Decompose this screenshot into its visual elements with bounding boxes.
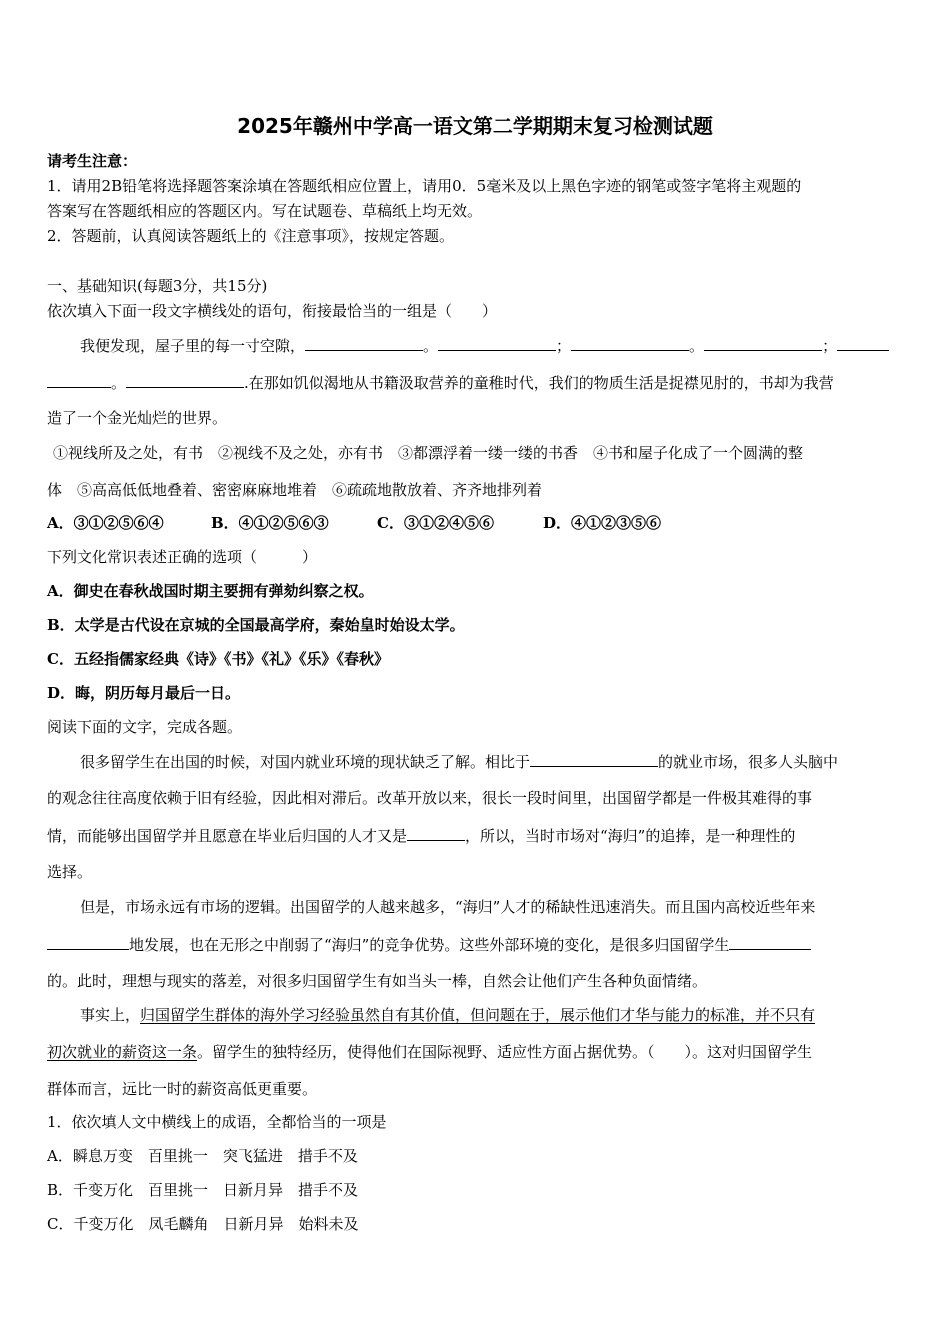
fill-blank [407, 824, 465, 841]
passage-text: 很多留学生在出国的时候，对国内就业环境的现状缺乏了解。相比于 [80, 753, 531, 771]
choice-b[interactable]: B．太学是古代设在京城的全国最高学府，秦始皇时始设太学。 [47, 616, 465, 634]
choice-a[interactable]: A．③①②⑤⑥④ [47, 514, 164, 532]
passage-text: 的就业市场，很多人头脑中 [658, 753, 839, 771]
punctuation: 。 [689, 337, 705, 355]
choice-c[interactable]: C．五经指儒家经典《诗》《书》《礼》《乐》《春秋》 [47, 650, 389, 668]
underlined-sentence: 归国留学生群体的海外学习经验虽然自有其价值，但问题在于，展示他们才华与能力的标准，并不只有 [140, 1006, 816, 1024]
question-paragraph-line-2 [47, 371, 907, 394]
notice-item-1-line-2: 答案写在答题纸相应的答题区内。写在试题卷、草稿纸上均无效。 [47, 202, 483, 220]
passage-line [47, 750, 907, 773]
choice-c[interactable]: C．③①②④⑤⑥ [377, 514, 494, 532]
fill-blank [47, 371, 111, 388]
underlined-sentence: 初次就业的薪资这一条 [47, 1043, 198, 1061]
page-title: 2025年赣州中学高一语文第二学期期末复习检测试题 [237, 114, 713, 138]
fill-blank [126, 371, 244, 388]
fill-blank [305, 334, 423, 351]
fill-blank [438, 334, 556, 351]
paragraph-text: 我便发现，屋子里的每一寸空隙， [80, 337, 306, 355]
passage-line [47, 824, 907, 847]
notice-item-1-line-1: 1．请用2B铅笔将选择题答案涂填在答题纸相应位置上，请用0．5毫米及以上黑色字迹的钢笔或签字笔将主观题的 [47, 177, 802, 195]
passage-text: 。留学生的独特经历，使得他们在国际视野、适应性方面占据优势。（ ）。这对归国留学生 [197, 1043, 813, 1061]
punctuation: ； [556, 337, 572, 355]
section-heading: 一、基础知识(每题3分，共15分) [47, 277, 268, 295]
fill-blank [530, 750, 658, 767]
passage-line: 的观念往往高度依赖于旧有经验，因此相对滞后。改革开放以来，很长一段时间里，出国留学都是一件极其难得的事 [47, 789, 813, 807]
passage-text: 情，而能够出国留学并且愿意在毕业后归国的人才又是 [47, 827, 408, 845]
question-paragraph-line-1 [47, 334, 907, 357]
answer-choices [47, 512, 907, 534]
passage-line: 但是，市场永远有市场的逻辑。出国留学的人越来越多，“海归”人才的稀缺性迅速消失。而且国内高校近些年来 [80, 898, 816, 916]
question-stem: 下列文化常识表述正确的选项（ ） [47, 548, 318, 566]
passage-line [47, 933, 907, 956]
passage-line: 选择。 [47, 863, 93, 881]
choice-d[interactable]: D．④①②③⑤⑥ [543, 514, 662, 532]
choice-b[interactable]: B．千变万化 百里挑一 日新月异 措手不及 [47, 1181, 359, 1199]
question-paragraph-line-3: 造了一个金光灿烂的世界。 [47, 409, 228, 427]
fill-blank [571, 334, 689, 351]
choice-a[interactable]: A．瞬息万变 百里挑一 突飞猛进 措手不及 [47, 1147, 358, 1165]
fill-blank [704, 334, 822, 351]
passage-text: 地发展，也在无形之中削弱了“海归”的竞争优势。这些外部环境的变化，是很多归国留学生 [129, 936, 730, 954]
choice-c[interactable]: C．千变万化 凤毛麟角 日新月异 始料未及 [47, 1215, 359, 1233]
sentence-options-line-1: ①视线所及之处，有书 ②视线不及之处，亦有书 ③都漂浮着一缕一缕的书香 ④书和屋子化成了一个圆满的整 [53, 444, 804, 462]
fill-blank [729, 933, 811, 950]
choice-d[interactable]: D．晦，阴历每月最后一日。 [47, 684, 241, 702]
punctuation: 。 [423, 337, 439, 355]
passage-line: 群体而言，远比一时的薪资高低更重要。 [47, 1080, 318, 1098]
choice-b[interactable]: B．④①②⑤⑥③ [211, 514, 329, 532]
fill-blank [47, 933, 129, 950]
passage-line: 的。此时，理想与现实的落差，对很多归国留学生有如当头一棒，自然会让他们产生各种负面情绪。 [47, 972, 708, 990]
reading-intro: 阅读下面的文字，完成各题。 [47, 718, 243, 736]
sentence-options-line-2: 体 ⑤高高低低地叠着、密密麻麻地堆着 ⑥疏疏地散放着、齐齐地排列着 [47, 481, 543, 499]
passage-text: ，所以，当时市场对“海归”的追捧，是一种理性的 [465, 827, 796, 845]
notice-heading: 请考生注意： [47, 152, 138, 170]
question-stem: 依次填入下面一段文字横线处的语句，衔接最恰当的一组是（ ） [47, 302, 498, 320]
passage-line [47, 1004, 907, 1026]
passage-text: 事实上， [80, 1006, 141, 1024]
question-stem: 1．依次填人文中横线上的成语，全都恰当的一项是 [47, 1113, 387, 1131]
passage-line [47, 1041, 907, 1063]
punctuation: 。 [111, 374, 127, 392]
punctuation: ； [822, 337, 838, 355]
paragraph-text: .在那如饥似渴地从书籍汲取营养的童稚时代，我们的物质生活是捉襟见肘的，书却为我营 [244, 374, 834, 392]
fill-blank [837, 334, 889, 351]
notice-item-2: 2．答题前，认真阅读答题纸上的《注意事项》，按规定答题。 [47, 227, 455, 245]
choice-a[interactable]: A．御史在春秋战国时期主要拥有弹劾纠察之权。 [47, 582, 374, 600]
